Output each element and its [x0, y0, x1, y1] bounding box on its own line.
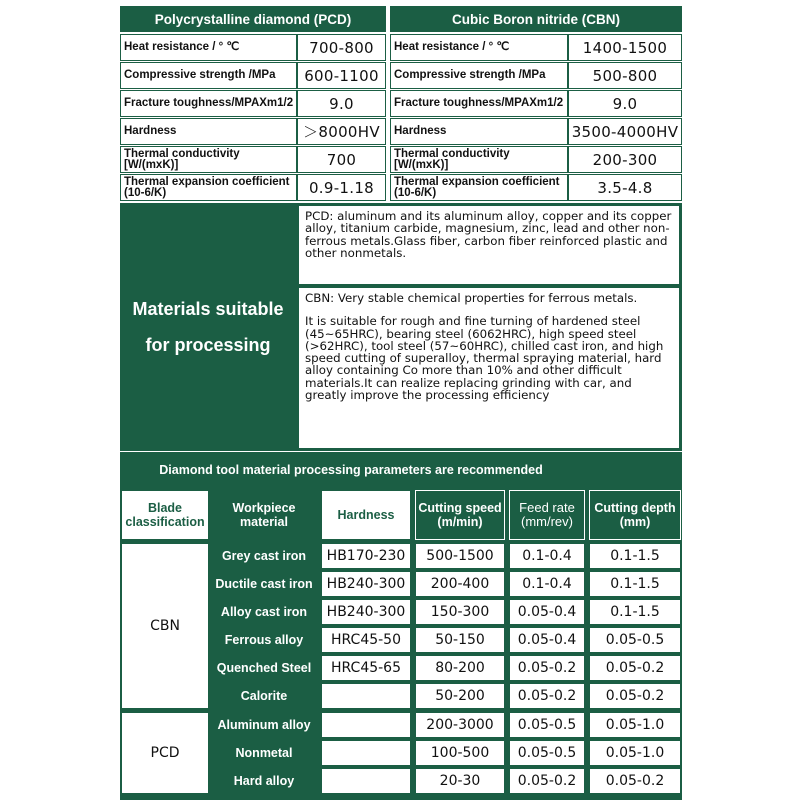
- cell-feed: 0.1-0.4: [509, 571, 585, 597]
- cbn-property-label: Heat resistance / ° ℃: [390, 34, 568, 61]
- blade-classification: CBN: [121, 543, 209, 709]
- cbn-property-value: 3.5-4.8: [568, 174, 682, 201]
- cell-feed: 0.1-0.4: [509, 543, 585, 569]
- cell-feed: 0.05-0.5: [509, 740, 585, 766]
- workpiece-material: Nonmetal: [235, 746, 293, 760]
- cell-speed: 20-30: [415, 768, 505, 794]
- cbn-property-value: 9.0: [568, 90, 682, 117]
- cell-hardness: HB240-300: [321, 599, 411, 625]
- pcd-property-label: Hardness: [120, 118, 297, 145]
- cell-depth: 0.05-1.0: [589, 740, 681, 766]
- pcd-property-value: 700: [297, 146, 386, 173]
- pcd-title: Polycrystalline diamond (PCD): [120, 6, 386, 32]
- cell-hardness: [321, 712, 411, 738]
- cell-hardness: HRC45-50: [321, 627, 411, 653]
- cell-speed: 80-200: [415, 655, 505, 681]
- header-workpiece: Workpiece material: [211, 490, 317, 540]
- cell-hardness: HRC45-65: [321, 655, 411, 681]
- cell-feed: 0.05-0.2: [509, 683, 585, 709]
- cell-hardness: [321, 768, 411, 794]
- cell-speed: 200-400: [415, 571, 505, 597]
- pcd-property-value: ＞8000HV: [297, 118, 386, 145]
- pcd-property-value: 9.0: [297, 90, 386, 117]
- cell-speed: 150-300: [415, 599, 505, 625]
- cell-depth: 0.1-1.5: [589, 599, 681, 625]
- materials-heading-line2: for processing: [145, 335, 271, 355]
- cell-hardness: HB170-230: [321, 543, 411, 569]
- cbn-property-value: 200-300: [568, 146, 682, 173]
- cell-feed: 0.05-0.2: [509, 655, 585, 681]
- materials-heading: [120, 203, 296, 451]
- header-feed: Feed rate (mm/rev): [509, 490, 585, 540]
- blade-classification: PCD: [121, 712, 209, 794]
- pcd-property-label: Thermal conductivity [W/(mxK)]: [120, 146, 297, 173]
- cell-speed: 100-500: [415, 740, 505, 766]
- header-speed: Cutting speed (m/min): [415, 490, 505, 540]
- cell-depth: 0.05-0.2: [589, 683, 681, 709]
- cbn-property-label: Thermal expansion coefficient (10-6/K): [390, 174, 568, 201]
- cell-feed: 0.05-0.2: [509, 768, 585, 794]
- pcd-property-value: 600-1100: [297, 62, 386, 89]
- pcd-materials-text: [298, 205, 680, 285]
- pcd-property-label: Thermal expansion coefficient (10-6/K): [120, 174, 297, 201]
- cbn-property-value: 3500-4000HV: [568, 118, 682, 145]
- cell-hardness: HB240-300: [321, 571, 411, 597]
- header-hardness: Hardness: [321, 490, 411, 540]
- pcd-property-value: 700-800: [297, 34, 386, 61]
- cell-speed: 50-200: [415, 683, 505, 709]
- cell-feed: 0.05-0.4: [509, 599, 585, 625]
- cbn-materials-text: [298, 287, 680, 449]
- cbn-materials-intro: CBN: Very stable chemical properties for ferrous metals.: [305, 291, 638, 305]
- workpiece-material: Alloy cast iron: [220, 605, 308, 619]
- cell-depth: 0.1-1.5: [589, 571, 681, 597]
- header-blade: Blade classification: [121, 490, 209, 540]
- cell-depth: 0.05-0.2: [589, 768, 681, 794]
- cbn-property-label: Compressive strength /MPa: [390, 62, 568, 89]
- workpiece-material: Ferrous alloy: [224, 633, 304, 647]
- pcd-property-label: Compressive strength /MPa: [120, 62, 297, 89]
- cell-depth: 0.05-1.0: [589, 712, 681, 738]
- cbn-materials-detail: It is suitable for rough and fine turning of hardened steel (45~65HRC), bearing steel (6062HRC), high speed steel (>62HRC), tool steel (57~60HRC), chilled cast iron, and high speed cutting of superalloy, thermal spraying material, hard alloy containing Co more than 10% and other difficult materials.It can realize replacing grinding with car, and greatly improve the processing efficiency: [305, 314, 664, 403]
- workpiece-material: Aluminum alloy: [217, 718, 311, 732]
- cell-speed: 500-1500: [415, 543, 505, 569]
- cbn-property-value: 1400-1500: [568, 34, 682, 61]
- cell-speed: 200-3000: [415, 712, 505, 738]
- cell-feed: 0.05-0.5: [509, 712, 585, 738]
- cell-hardness: [321, 683, 411, 709]
- pcd-property-value: 0.9-1.18: [297, 174, 386, 201]
- cell-feed: 0.05-0.4: [509, 627, 585, 653]
- cell-depth: 0.1-1.5: [589, 543, 681, 569]
- pcd-property-label: Heat resistance / ° ℃: [120, 34, 297, 61]
- cell-depth: 0.05-0.2: [589, 655, 681, 681]
- workpiece-material: Calorite: [240, 689, 288, 703]
- header-depth: Cutting depth (mm): [589, 490, 681, 540]
- workpiece-material: Grey cast iron: [221, 549, 307, 563]
- params-banner: Diamond tool material processing parameters are recommended: [120, 452, 682, 488]
- cbn-property-value: 500-800: [568, 62, 682, 89]
- cbn-title: Cubic Boron nitride (CBN): [390, 6, 682, 32]
- pcd-property-label: Fracture toughness/MPAXm1/2: [120, 90, 297, 117]
- workpiece-material: Ductile cast iron: [215, 577, 313, 591]
- cbn-property-label: Hardness: [390, 118, 568, 145]
- pcd-materials-paragraph: PCD: aluminum and its aluminum alloy, copper and its copper alloy, titanium carbide, magnesium, zinc, lead and other non-ferrous metals.Glass fiber, carbon fiber reinforced plastic and other nonmetals.: [305, 209, 672, 260]
- cbn-property-label: Fracture toughness/MPAXm1/2: [390, 90, 568, 117]
- cell-depth: 0.05-0.5: [589, 627, 681, 653]
- cell-speed: 50-150: [415, 627, 505, 653]
- materials-heading-line1: Materials suitable: [132, 299, 284, 319]
- cbn-property-label: Thermal conductivity [W/(mxK)]: [390, 146, 568, 173]
- cell-hardness: [321, 740, 411, 766]
- workpiece-material: Hard alloy: [233, 774, 295, 788]
- workpiece-material: Quenched Steel: [216, 661, 312, 675]
